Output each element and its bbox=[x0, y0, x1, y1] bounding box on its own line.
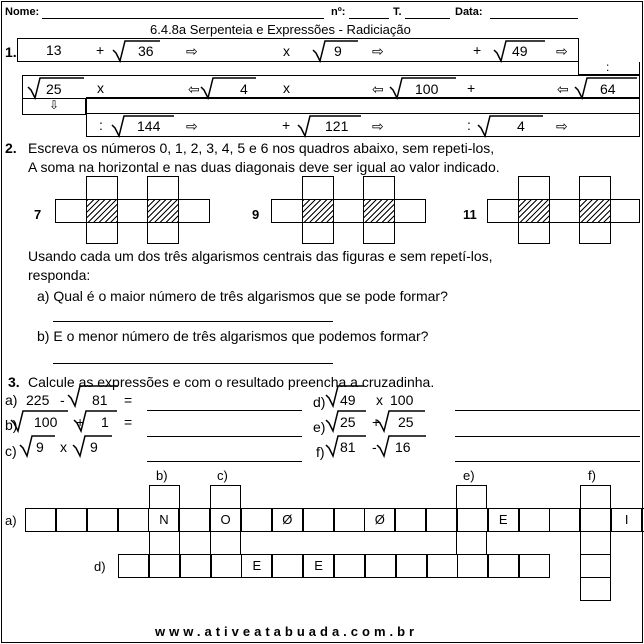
answer-b-line[interactable] bbox=[53, 363, 333, 364]
figure-3-cell-center[interactable] bbox=[549, 199, 580, 223]
crossword-cell-a-18[interactable] bbox=[549, 508, 580, 532]
crossword-cell-d-5[interactable]: E bbox=[241, 554, 272, 578]
crossword-label-a: a) bbox=[5, 513, 17, 528]
serpent-r2-arrow-left-3: ⇦ bbox=[557, 81, 569, 97]
crossword-cell-a-14[interactable] bbox=[426, 508, 457, 532]
crossword-cell-b-3[interactable] bbox=[149, 531, 180, 555]
crossword-cell-e-3[interactable] bbox=[456, 531, 487, 555]
crossword-cell-a-16[interactable]: E bbox=[488, 508, 519, 532]
answer-a-line[interactable] bbox=[53, 321, 333, 322]
serpent-r3-op-plus: + bbox=[282, 117, 291, 133]
figure-3-cell-right[interactable] bbox=[610, 199, 640, 223]
serpent-r1-arrow-right: ⇨ bbox=[186, 43, 198, 59]
crossword-cell-d-14[interactable] bbox=[519, 554, 550, 578]
crossword-cell-a-7[interactable]: O bbox=[210, 508, 241, 532]
section-2-instruction-1: Escreva os números 0, 1, 2, 3, 4, 5 e 6 nos quadros abaixo, sem repeti-los, bbox=[28, 140, 495, 156]
crossword-cell-a-9[interactable]: Ø bbox=[272, 508, 303, 532]
expression-d-number: 100 bbox=[390, 392, 414, 408]
crossword-cell-b-1[interactable] bbox=[149, 485, 180, 509]
figure-2-cell-shaded-1[interactable] bbox=[302, 199, 334, 223]
crossword-cell-a-1[interactable] bbox=[25, 508, 56, 532]
crossword-cell-f-1[interactable] bbox=[580, 485, 611, 509]
serpent-r3-arrow-right-2: ⇨ bbox=[372, 118, 384, 134]
expression-e-radicand-2: 25 bbox=[398, 414, 414, 430]
serpent-r3-op-divide: : bbox=[99, 117, 103, 133]
expression-f-radicand-2: 16 bbox=[395, 439, 411, 455]
expression-b-label: b) bbox=[5, 417, 18, 433]
crossword-cell-d-6[interactable] bbox=[272, 554, 303, 578]
figure-2-cell-center[interactable] bbox=[333, 199, 364, 223]
answer-b-field[interactable] bbox=[147, 436, 302, 437]
serpent-r2-arrow-down: ⇩ bbox=[49, 98, 60, 112]
expression-e-radicand-1: 25 bbox=[340, 414, 356, 430]
answer-a-field[interactable] bbox=[147, 410, 302, 411]
section-1-number: 1. bbox=[5, 44, 17, 60]
crossword-cell-d-7[interactable]: E bbox=[303, 554, 334, 578]
class-label: T. bbox=[393, 6, 402, 18]
page-title: 6.4.8a Serpenteia e Expressões - Radiciação bbox=[150, 22, 411, 37]
expression-a-label: a) bbox=[5, 392, 18, 408]
figure-3-cell-shaded-1[interactable] bbox=[518, 199, 550, 223]
serpent-r2-op-plus: + bbox=[467, 80, 476, 96]
crossword-cell-c-3[interactable] bbox=[210, 531, 241, 555]
section-2-question-2: responda: bbox=[28, 267, 91, 283]
expression-e-label: e) bbox=[313, 419, 326, 435]
crossword-cell-a-10[interactable] bbox=[303, 508, 334, 532]
crossword-label-d: d) bbox=[94, 559, 106, 574]
crossword-cell-a-19[interactable] bbox=[580, 508, 611, 532]
figure-1-cell-shaded-1[interactable] bbox=[86, 199, 118, 223]
question-b: b) E o menor número de três algarismos que podemos formar? bbox=[37, 328, 429, 344]
serpent-r1-op-times: x bbox=[283, 43, 290, 59]
crossword-cell-a-13[interactable] bbox=[395, 508, 426, 532]
expression-b-operator: + bbox=[76, 414, 85, 430]
expression-c-radicand-1: 9 bbox=[36, 439, 44, 455]
serpent-r1-op-plus: + bbox=[96, 42, 105, 58]
date-label: Data: bbox=[455, 6, 483, 18]
crossword-cell-d-9[interactable] bbox=[365, 554, 396, 578]
figure-2-cell-left[interactable] bbox=[271, 199, 303, 223]
serpent-r3-radicand-121: 121 bbox=[325, 118, 349, 134]
answer-d-field[interactable] bbox=[455, 410, 640, 411]
figure-sum-11: 11 bbox=[463, 207, 477, 222]
crossword-label-c: c) bbox=[217, 468, 228, 483]
figure-1-cell-shaded-2[interactable] bbox=[147, 199, 179, 223]
figure-2-cell-right[interactable] bbox=[394, 199, 426, 223]
section-2-number: 2. bbox=[5, 140, 17, 156]
crossword-cell-a-20[interactable]: I bbox=[611, 508, 642, 532]
serpent-r1-radicand-36: 36 bbox=[138, 43, 154, 59]
crossword-cell-d-12[interactable] bbox=[457, 554, 488, 578]
serpent-r2-op-times-2: x bbox=[283, 80, 290, 96]
crossword-cell-a-12[interactable]: Ø bbox=[364, 508, 395, 532]
number-label: nº: bbox=[331, 6, 346, 18]
crossword-cell-a-6[interactable] bbox=[179, 508, 210, 532]
crossword-cell-c-1[interactable] bbox=[210, 485, 241, 509]
answer-f-field[interactable] bbox=[455, 461, 640, 462]
crossword-cell-a-4[interactable] bbox=[118, 508, 149, 532]
figure-3-cell-left[interactable] bbox=[487, 199, 519, 223]
expression-b-equals: = bbox=[124, 414, 133, 430]
expression-e-operator: + bbox=[372, 414, 381, 430]
figure-1-cell-center[interactable] bbox=[117, 199, 148, 223]
serpent-r2-arrow-left: ⇦ bbox=[188, 81, 200, 97]
crossword-cell-d-3[interactable] bbox=[180, 554, 211, 578]
crossword-cell-a-17[interactable] bbox=[519, 508, 550, 532]
serpent-r3-arrow-right: ⇨ bbox=[186, 118, 198, 134]
expression-a-operator: - bbox=[60, 392, 65, 408]
serpent-r2-radicand-25: 25 bbox=[46, 81, 62, 97]
expression-b-radicand-1: 100 bbox=[34, 414, 58, 430]
expression-a-radicand: 81 bbox=[92, 392, 108, 408]
crossword-cell-d-11[interactable] bbox=[427, 554, 458, 578]
serpent-r2-arrow-left-2: ⇦ bbox=[372, 81, 384, 97]
crossword-cell-d-10[interactable] bbox=[396, 554, 427, 578]
serpent-r1-value-13: 13 bbox=[46, 42, 62, 58]
serpent-r3-op-divide-2: : bbox=[467, 117, 471, 133]
crossword-cell-a-3[interactable] bbox=[87, 508, 118, 532]
expression-d-radicand: 49 bbox=[340, 392, 356, 408]
crossword-cell-a-2[interactable] bbox=[56, 508, 87, 532]
footer-site: www.ativeatabuada.com.br bbox=[155, 624, 419, 639]
crossword-cell-d-8[interactable] bbox=[334, 554, 365, 578]
section-3-number: 3. bbox=[8, 374, 20, 390]
serpent-r1-radicand-9: 9 bbox=[334, 43, 342, 59]
serpent-r1-arrow-right-3: ⇨ bbox=[556, 43, 568, 59]
answer-e-field[interactable] bbox=[455, 436, 640, 437]
figure-3-cell-shaded-2[interactable] bbox=[579, 199, 611, 223]
serpent-r1-arrow-right-2: ⇨ bbox=[372, 43, 384, 59]
expression-c-operator: x bbox=[60, 439, 67, 455]
expression-f-label: f) bbox=[316, 444, 325, 460]
crossword-cell-d-4[interactable] bbox=[211, 554, 242, 578]
serpent-r1-radicand-49: 49 bbox=[512, 43, 528, 59]
crossword-cell-d-13[interactable] bbox=[488, 554, 519, 578]
serpent-r3-arrow-right-3: ⇨ bbox=[556, 118, 568, 134]
figure-sum-7: 7 bbox=[34, 207, 42, 222]
crossword-label-b: b) bbox=[156, 468, 168, 483]
name-label: Nome: bbox=[5, 6, 40, 18]
section-3-instruction: Calcule as expressões e com o resultado preencha a cruzadinha. bbox=[28, 374, 435, 390]
crossword-cell-a-11[interactable] bbox=[334, 508, 365, 532]
serpent-r3-radicand-4: 4 bbox=[517, 118, 525, 134]
figure-2-cell-shaded-2[interactable] bbox=[363, 199, 395, 223]
expression-c-label: c) bbox=[5, 443, 17, 459]
expression-d-label: d) bbox=[313, 394, 326, 410]
crossword-cell-f-3[interactable] bbox=[580, 531, 611, 555]
serpent-r2-radicand-4: 4 bbox=[240, 81, 248, 97]
section-2-question-1: Usando cada um dos três algarismos centrais das figuras e sem repetí-los, bbox=[28, 248, 493, 264]
serpent-r2-op-times: x bbox=[97, 80, 104, 96]
section-2-instruction-2: A soma na horizontal e nas duas diagonais deve ser igual ao valor indicado. bbox=[28, 159, 500, 175]
crossword-cell-f-5[interactable] bbox=[580, 577, 611, 601]
crossword-label-f: f) bbox=[588, 468, 596, 483]
question-a: a) Qual é o maior número de três algarismos que se pode formar? bbox=[37, 288, 448, 304]
expression-b-radicand-2: 1 bbox=[101, 414, 109, 430]
serpent-r3-radicand-144: 144 bbox=[137, 118, 161, 134]
crossword-cell-f-4[interactable] bbox=[580, 554, 611, 578]
expression-d-operator: x bbox=[376, 392, 383, 408]
expression-a-equals: = bbox=[124, 392, 133, 408]
figure-1-cell-right[interactable] bbox=[178, 199, 210, 223]
crossword-cell-d-2[interactable] bbox=[149, 554, 180, 578]
crossword-cell-d-1[interactable] bbox=[118, 554, 149, 578]
expression-f-operator: - bbox=[372, 439, 377, 455]
expression-c-radicand-2: 9 bbox=[90, 439, 98, 455]
crossword-cell-a-5[interactable]: N bbox=[148, 508, 179, 532]
crossword-cell-e-1[interactable] bbox=[456, 485, 487, 509]
serpent-radicals bbox=[0, 0, 644, 140]
serpent-r2-radicand-64: 64 bbox=[600, 81, 616, 97]
expression-f-radicand-1: 81 bbox=[340, 439, 356, 455]
serpent-side-colon: : bbox=[606, 60, 610, 74]
crossword-cell-a-15[interactable] bbox=[457, 508, 488, 532]
figure-1-cell-left[interactable] bbox=[55, 199, 87, 223]
figure-sum-9: 9 bbox=[252, 207, 260, 222]
serpent-r1-op-plus-2: + bbox=[473, 42, 482, 58]
crossword-label-e: e) bbox=[463, 468, 475, 483]
serpent-r2-radicand-100: 100 bbox=[415, 81, 439, 97]
answer-c-field[interactable] bbox=[147, 461, 302, 462]
expression-a-number: 225 bbox=[26, 392, 50, 408]
crossword-cell-a-8[interactable] bbox=[241, 508, 272, 532]
